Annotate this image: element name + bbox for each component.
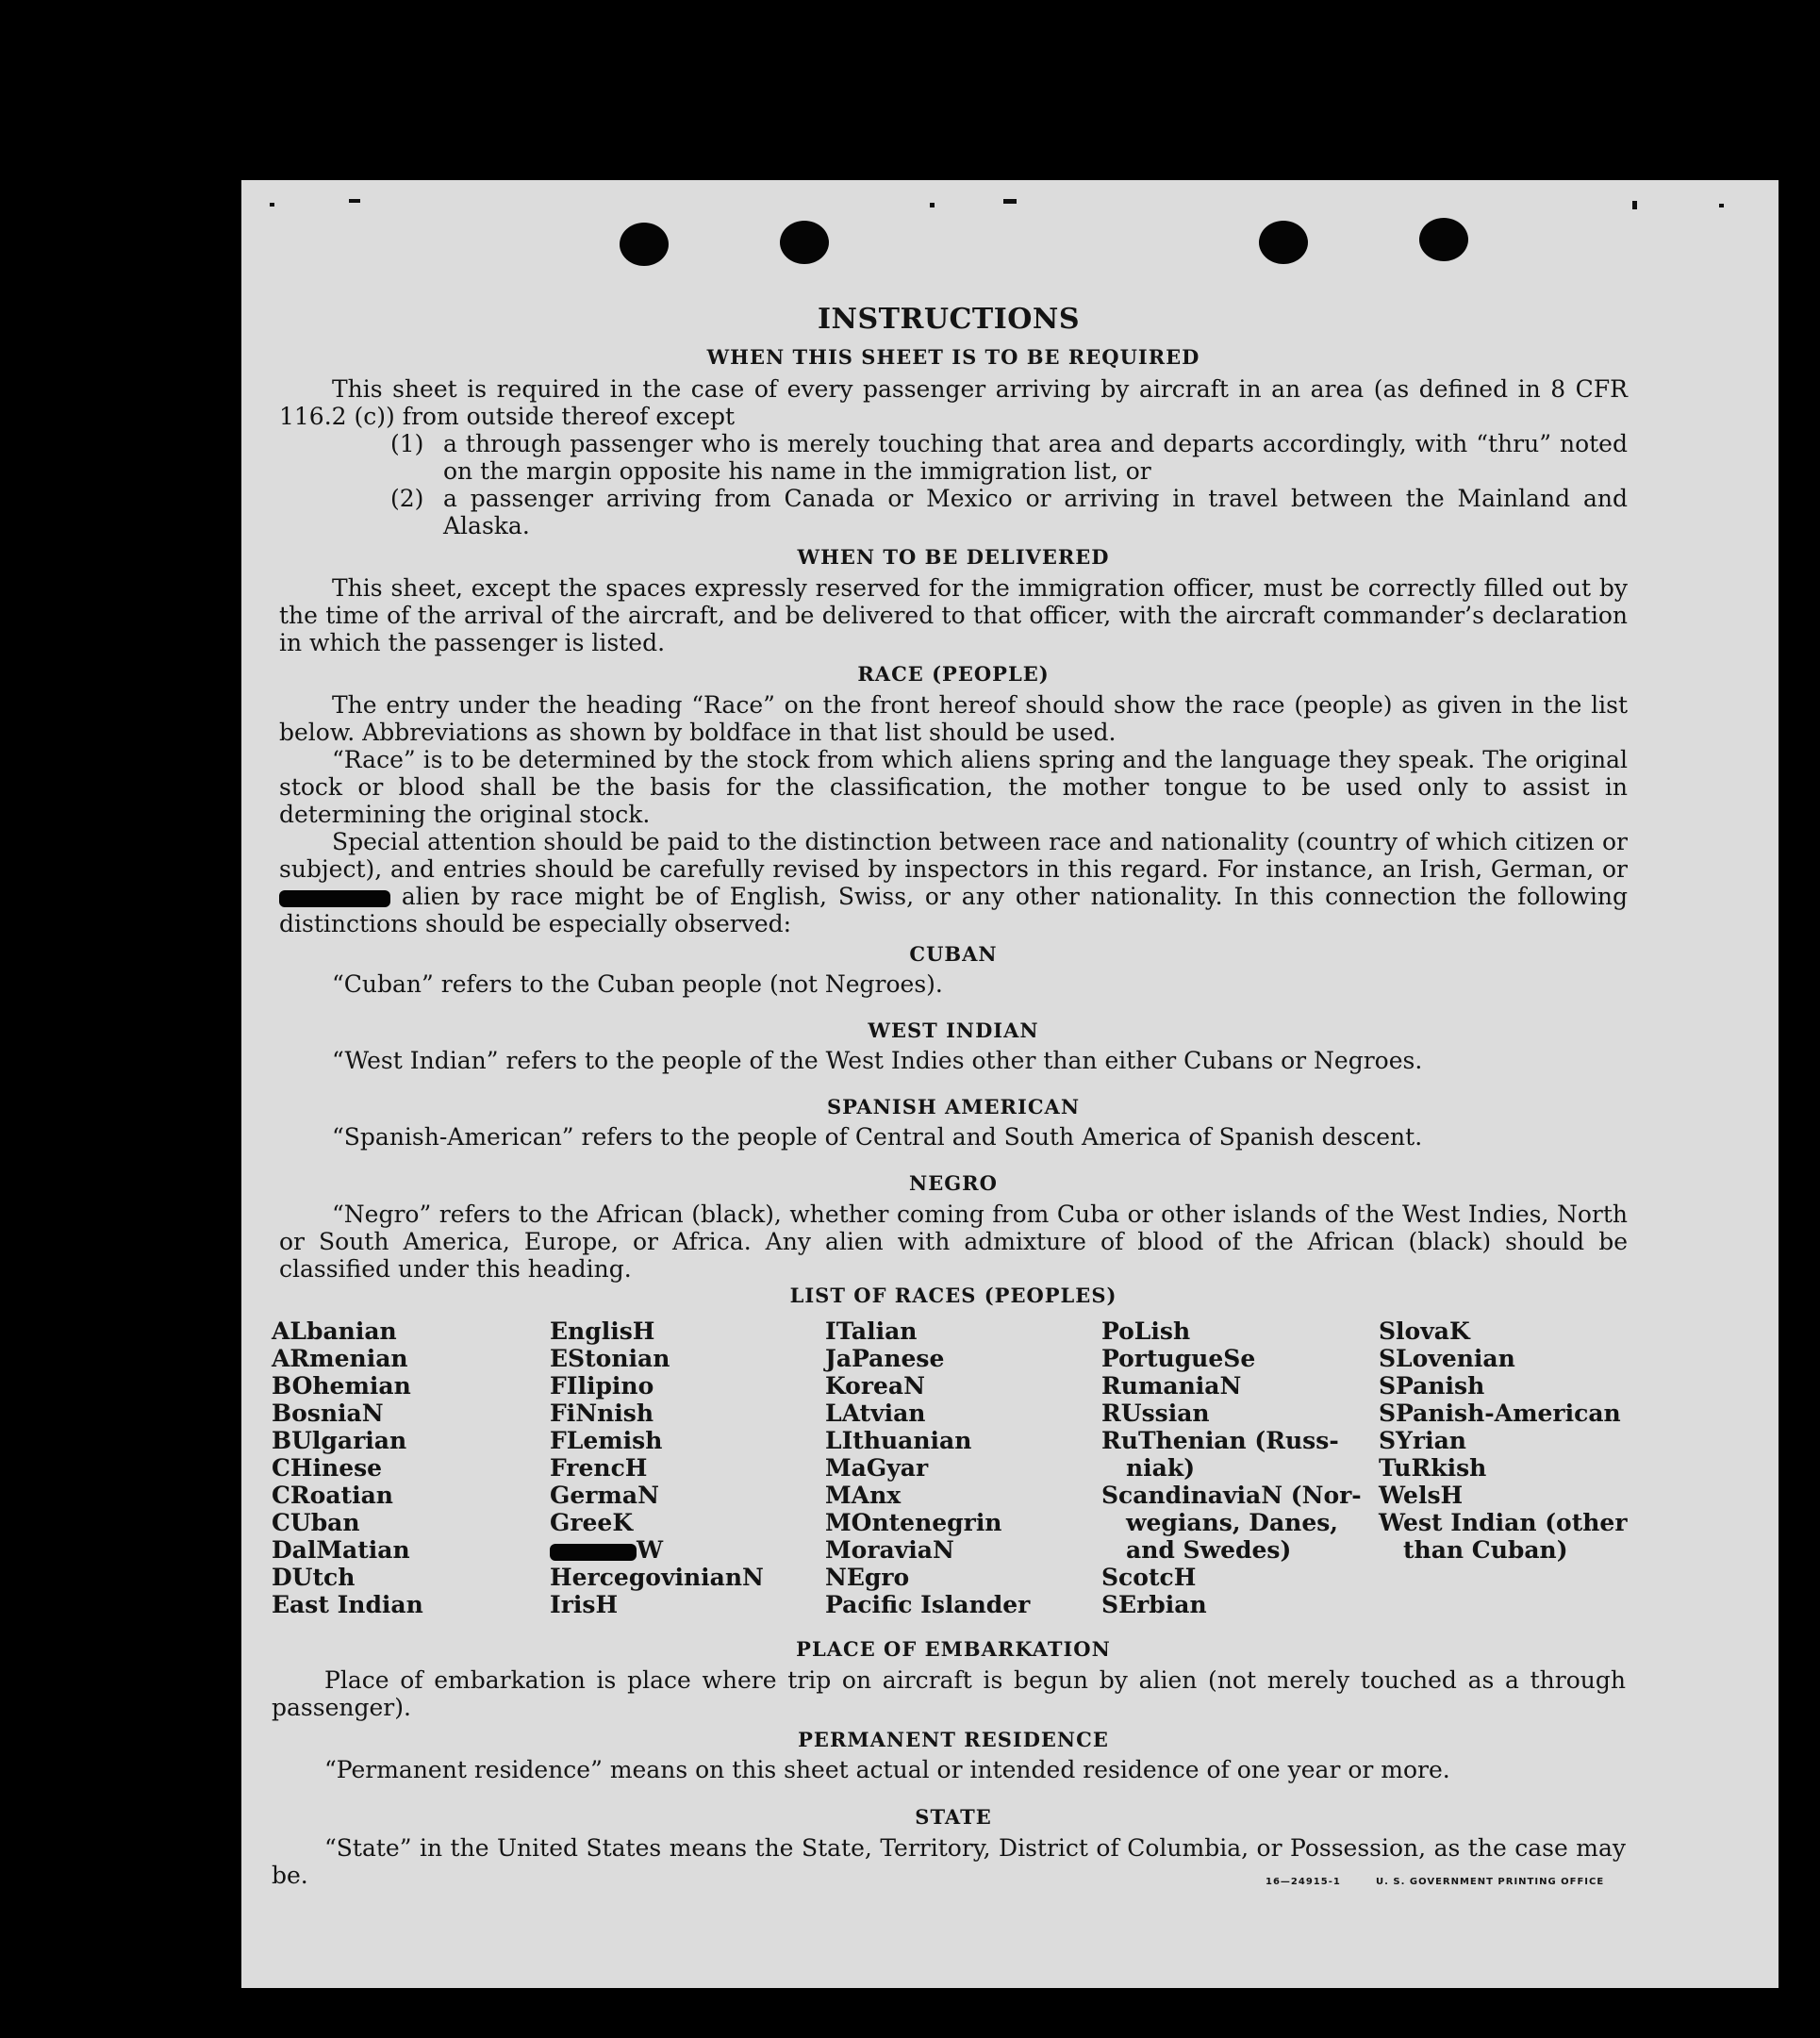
- race-item: GermaN: [550, 1482, 659, 1509]
- heading-cuban: CUBAN: [909, 942, 998, 966]
- race-item: LIthuanian: [825, 1427, 972, 1454]
- west-indian-text: “West Indian” refers to the people of the West Indies other than either Cubans or Negroes.: [332, 1047, 1423, 1074]
- race-item: BosniaN: [272, 1400, 384, 1427]
- race-item: PortugueSe: [1101, 1345, 1256, 1372]
- race-item: GreeK: [550, 1509, 634, 1536]
- printer-imprint: U. S. GOVERNMENT PRINTING OFFICE: [1376, 1877, 1605, 1887]
- race-item-continued: than Cuban): [1403, 1536, 1568, 1564]
- race-item: CHinese: [272, 1454, 383, 1482]
- exception-item-1: [390, 430, 1628, 485]
- form-number: 16—24915-1: [1266, 1877, 1341, 1887]
- race-item: East Indian: [272, 1591, 423, 1618]
- race-item: CRoatian: [272, 1482, 393, 1509]
- race-item: RUssian: [1101, 1400, 1210, 1427]
- race-section: [279, 691, 1628, 937]
- heading-list-of-races: LIST OF RACES (PEOPLES): [789, 1284, 1117, 1307]
- spanish-american-text: “Spanish-American” refers to the people of Central and South America of Spanish descent.: [332, 1123, 1423, 1151]
- race-item: MOntenegrin: [825, 1509, 1002, 1536]
- document-page: [241, 180, 1779, 1988]
- residence-text: “Permanent residence” means on this sheet actual or intended residence of one year or more.: [324, 1756, 1450, 1783]
- required-intro-text: This sheet is required in the case of every passenger arriving by aircraft in an area (as defined in 8 CFR 116.2 (c)) from outside thereof except: [279, 375, 1628, 430]
- race-item: FLemish: [550, 1427, 663, 1454]
- dust-speck: [1003, 199, 1017, 204]
- heading-race: RACE (PEOPLE): [857, 662, 1050, 686]
- race-item: SLovenian: [1379, 1345, 1515, 1372]
- race-paragraph-3: [279, 828, 1628, 937]
- delivered-section: [279, 574, 1628, 656]
- race-item: CUban: [272, 1509, 360, 1536]
- race-item: BOhemian: [272, 1372, 411, 1400]
- race-item: DUtch: [272, 1564, 356, 1591]
- race-item: EnglisH: [550, 1317, 655, 1345]
- race-item: FrencH: [550, 1454, 648, 1482]
- required-intro: [279, 375, 1628, 430]
- race-column-4: [1101, 1317, 1362, 1618]
- race-item: KoreaN: [825, 1372, 925, 1400]
- race-item: ALbanian: [272, 1317, 397, 1345]
- race-item: EStonian: [550, 1345, 670, 1372]
- exception-number: (2): [390, 485, 424, 512]
- race-item: SYrian: [1379, 1427, 1466, 1454]
- race-item: ARmenian: [272, 1345, 408, 1372]
- race-item: FiNnish: [550, 1400, 654, 1427]
- race-item: HercegovinianN: [550, 1564, 764, 1591]
- embarkation-section: [272, 1666, 1626, 1721]
- state-text: “State” in the United States means the State, Territory, District of Columbia, or Possession, as the case may be.: [272, 1834, 1626, 1889]
- race-paragraph-1: The entry under the heading “Race” on the front hereof should show the race (people) as given in the list below. Abbreviations as shown by boldface in that list should be used.: [279, 691, 1628, 746]
- dust-speck: [1632, 201, 1637, 209]
- negro-text: “Negro” refers to the African (black), whether coming from Cuba or other islands of the West Indies, North or South America, Europe, or Africa. Any alien with admixture of blood of the African (black) should be classified under this heading.: [279, 1201, 1628, 1283]
- punch-hole: [620, 223, 669, 266]
- race-item: TuRkish: [1379, 1454, 1487, 1482]
- race-item: IrisH: [550, 1591, 619, 1618]
- race-column-2: [550, 1317, 764, 1618]
- race-item: FIlipino: [550, 1372, 654, 1400]
- dust-speck: [270, 203, 274, 207]
- race-paragraph-3-end: alien by race might be of English, Swiss, or any other nationality. In this connection the following distinctions should be especially observed:: [279, 883, 1628, 937]
- race-item-continued: wegians, Danes,: [1126, 1509, 1338, 1536]
- race-item: SlovaK: [1379, 1317, 1470, 1345]
- exception-number: (1): [390, 430, 424, 457]
- cuban-text: “Cuban” refers to the Cuban people (not Negroes).: [332, 970, 943, 998]
- race-item: NEgro: [825, 1564, 910, 1591]
- race-item: ITalian: [825, 1317, 918, 1345]
- embarkation-text: Place of embarkation is place where trip on aircraft is begun by alien (not merely touched as a through passenger).: [272, 1666, 1626, 1721]
- race-item: WelsH: [1379, 1482, 1464, 1509]
- race-item-continued: and Swedes): [1126, 1536, 1292, 1564]
- cuban-section: [279, 970, 1628, 998]
- race-item: SPanish: [1379, 1372, 1485, 1400]
- delivered-text: This sheet, except the spaces expressly reserved for the immigration officer, must be correctly filled out by the time of the arrival of the aircraft, and be delivered to that officer, with the aircraft commander’s declaration in which the passenger is listed.: [279, 574, 1628, 656]
- race-item: BUlgarian: [272, 1427, 407, 1454]
- race-item: West Indian (other: [1379, 1509, 1628, 1536]
- race-paragraph-3-start: Special attention should be paid to the distinction between race and nationality (country of which citizen or subject), and entries should be carefully revised by inspectors in this regard. For instance, an Irish, German, or: [279, 828, 1628, 883]
- exception-text: a through passenger who is merely touching that area and departs accordingly, with “thru” noted on the margin opposite his name in the immigration list, or: [443, 430, 1628, 485]
- dust-speck: [930, 203, 935, 207]
- race-item: SErbian: [1101, 1591, 1207, 1618]
- dust-speck: [1719, 204, 1724, 207]
- race-column-5: [1379, 1317, 1628, 1564]
- redaction-mark: [279, 890, 390, 907]
- race-item: DalMatian: [272, 1536, 410, 1564]
- west-indian-section: [279, 1047, 1628, 1074]
- race-item: LAtvian: [825, 1400, 926, 1427]
- residence-section: [272, 1756, 1626, 1783]
- race-item: MAnx: [825, 1482, 902, 1509]
- race-item: SPanish-American: [1379, 1400, 1621, 1427]
- redaction-mark: [550, 1544, 637, 1561]
- punch-hole: [780, 221, 829, 264]
- race-column-1: [272, 1317, 423, 1618]
- race-column-3: [825, 1317, 1030, 1618]
- punch-hole: [1259, 221, 1308, 264]
- dust-speck: [349, 199, 360, 203]
- race-item: RumaniaN: [1101, 1372, 1242, 1400]
- heading-spanish-american: SPANISH AMERICAN: [826, 1095, 1081, 1118]
- page-title: INSTRUCTIONS: [818, 303, 1080, 336]
- exception-text: a passenger arriving from Canada or Mexico or arriving in travel between the Mainland and Alaska.: [443, 485, 1628, 539]
- race-item: Pacific Islander: [825, 1591, 1031, 1618]
- race-item-redacted: [550, 1536, 764, 1564]
- heading-delivered: WHEN TO BE DELIVERED: [797, 545, 1110, 569]
- punch-hole: [1419, 218, 1468, 261]
- heading-west-indian: WEST INDIAN: [868, 1019, 1039, 1042]
- race-item: PoLish: [1101, 1317, 1191, 1345]
- heading-embarkation: PLACE OF EMBARKATION: [796, 1637, 1111, 1661]
- race-item: MoraviaN: [825, 1536, 954, 1564]
- race-item: MaGyar: [825, 1454, 929, 1482]
- race-item: ScandinaviaN (Nor-: [1101, 1482, 1362, 1509]
- race-item: RuThenian (Russ-: [1101, 1427, 1339, 1454]
- spanish-american-section: [279, 1123, 1628, 1151]
- negro-section: [279, 1201, 1628, 1283]
- exception-item-2: [390, 485, 1628, 539]
- race-item-continued: niak): [1126, 1454, 1196, 1482]
- heading-residence: PERMANENT RESIDENCE: [798, 1728, 1109, 1751]
- redacted-suffix: W: [637, 1536, 664, 1564]
- race-item: ScotcH: [1101, 1564, 1197, 1591]
- heading-state: STATE: [915, 1805, 992, 1829]
- race-paragraph-2: “Race” is to be determined by the stock from which aliens spring and the language they speak. The original stock or blood shall be the basis for the classification, the mother tongue to be used only to assist in determining the original stock.: [279, 746, 1628, 828]
- race-item: JaPanese: [825, 1345, 945, 1372]
- heading-negro: NEGRO: [909, 1171, 998, 1195]
- heading-required: WHEN THIS SHEET IS TO BE REQUIRED: [706, 345, 1200, 369]
